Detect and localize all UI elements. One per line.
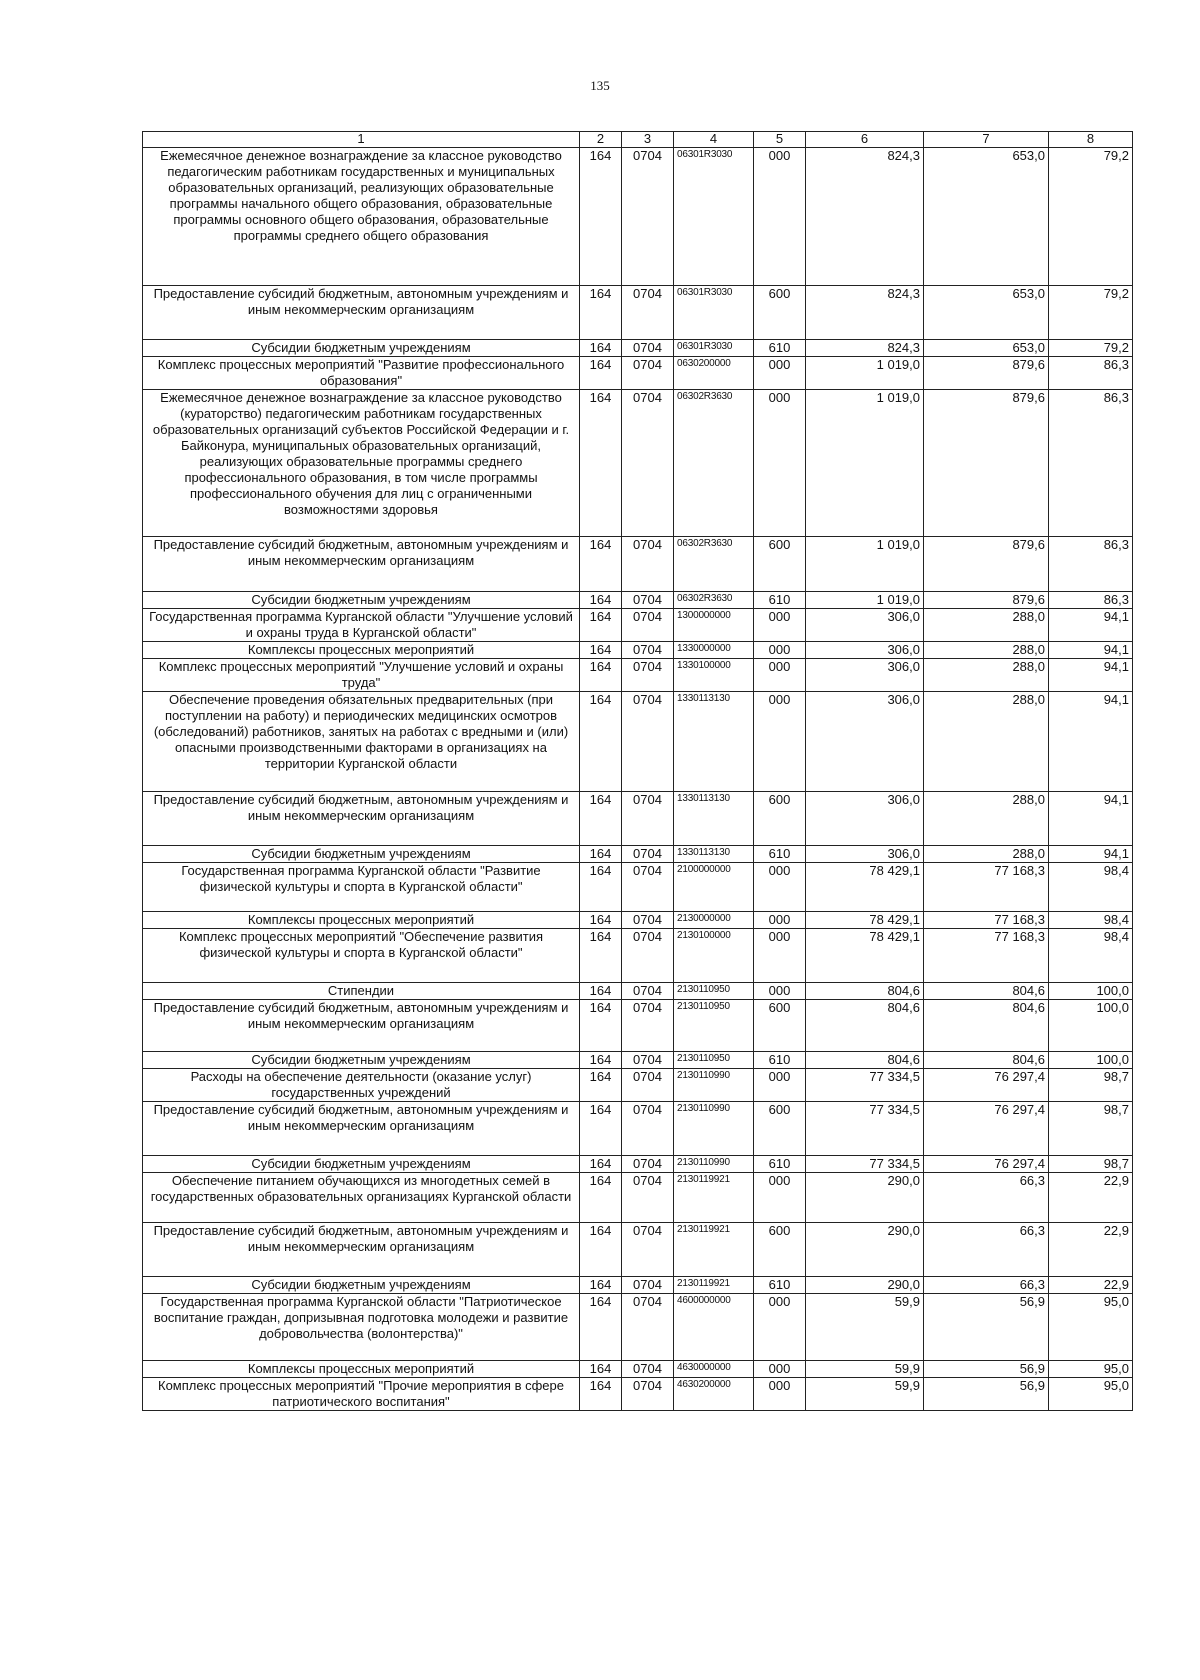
planned-amount: 306,0 [806, 792, 924, 846]
expense-type-code: 000 [754, 1173, 806, 1223]
planned-amount: 306,0 [806, 642, 924, 659]
executed-amount: 653,0 [924, 286, 1049, 340]
execution-percent: 98,4 [1049, 929, 1133, 983]
expense-type-code: 000 [754, 983, 806, 1000]
row-name: Субсидии бюджетным учреждениям [143, 592, 580, 609]
row-name: Предоставление субсидий бюджетным, автономным учреждениям и иным некоммерческим организациям [143, 792, 580, 846]
row-name: Комплекс процессных мероприятий "Обеспечение развития физической культуры и спорта в Курганской области" [143, 929, 580, 983]
target-article-code: 1330113130 [674, 692, 754, 792]
execution-percent: 94,1 [1049, 846, 1133, 863]
expense-type-code: 610 [754, 1156, 806, 1173]
chapter-code: 164 [580, 1052, 622, 1069]
target-article-code: 2130119921 [674, 1223, 754, 1277]
section-code: 0704 [622, 1102, 674, 1156]
executed-amount: 804,6 [924, 1052, 1049, 1069]
section-code: 0704 [622, 286, 674, 340]
expense-type-code: 000 [754, 609, 806, 642]
column-number-row [143, 132, 1133, 148]
section-code: 0704 [622, 863, 674, 912]
executed-amount: 76 297,4 [924, 1069, 1049, 1102]
execution-percent: 98,7 [1049, 1156, 1133, 1173]
expense-type-code: 600 [754, 537, 806, 592]
planned-amount: 290,0 [806, 1173, 924, 1223]
chapter-code: 164 [580, 592, 622, 609]
executed-amount: 879,6 [924, 537, 1049, 592]
planned-amount: 290,0 [806, 1277, 924, 1294]
chapter-code: 164 [580, 1156, 622, 1173]
row-name: Предоставление субсидий бюджетным, автономным учреждениям и иным некоммерческим организациям [143, 1223, 580, 1277]
table-row [143, 863, 1133, 912]
execution-percent: 98,7 [1049, 1102, 1133, 1156]
executed-amount: 77 168,3 [924, 912, 1049, 929]
table-row [143, 148, 1133, 286]
execution-percent: 98,7 [1049, 1069, 1133, 1102]
table-row [143, 1173, 1133, 1223]
executed-amount: 66,3 [924, 1277, 1049, 1294]
section-code: 0704 [622, 1277, 674, 1294]
planned-amount: 824,3 [806, 340, 924, 357]
execution-percent: 86,3 [1049, 592, 1133, 609]
planned-amount: 824,3 [806, 148, 924, 286]
execution-percent: 94,1 [1049, 659, 1133, 692]
row-name: Предоставление субсидий бюджетным, автономным учреждениям и иным некоммерческим организациям [143, 1102, 580, 1156]
execution-percent: 22,9 [1049, 1277, 1133, 1294]
row-name: Комплекс процессных мероприятий "Улучшение условий и охраны труда" [143, 659, 580, 692]
chapter-code: 164 [580, 1102, 622, 1156]
planned-amount: 306,0 [806, 659, 924, 692]
execution-percent: 95,0 [1049, 1294, 1133, 1361]
planned-amount: 77 334,5 [806, 1069, 924, 1102]
executed-amount: 879,6 [924, 592, 1049, 609]
section-code: 0704 [622, 1000, 674, 1052]
expense-type-code: 000 [754, 148, 806, 286]
target-article-code: 1330113130 [674, 792, 754, 846]
expense-type-code: 000 [754, 659, 806, 692]
row-name: Субсидии бюджетным учреждениям [143, 1277, 580, 1294]
executed-amount: 76 297,4 [924, 1102, 1049, 1156]
planned-amount: 1 019,0 [806, 357, 924, 390]
expense-type-code: 610 [754, 592, 806, 609]
execution-percent: 98,4 [1049, 912, 1133, 929]
planned-amount: 290,0 [806, 1223, 924, 1277]
chapter-code: 164 [580, 863, 622, 912]
row-name: Предоставление субсидий бюджетным, автономным учреждениям и иным некоммерческим организациям [143, 286, 580, 340]
row-name: Комплекс процессных мероприятий "Прочие мероприятия в сфере патриотического воспитания" [143, 1378, 580, 1411]
execution-percent: 86,3 [1049, 357, 1133, 390]
target-article-code: 0630200000 [674, 357, 754, 390]
row-name: Государственная программа Курганской области "Патриотическое воспитание граждан, допризывная подготовка молодежи и развитие добровольчества (волонтерства)" [143, 1294, 580, 1361]
table-row [143, 390, 1133, 537]
table-row [143, 1052, 1133, 1069]
executed-amount: 653,0 [924, 148, 1049, 286]
planned-amount: 306,0 [806, 692, 924, 792]
table-row [143, 1069, 1133, 1102]
executed-amount: 288,0 [924, 792, 1049, 846]
table-row [143, 1361, 1133, 1378]
row-name: Государственная программа Курганской области "Развитие физической культуры и спорта в Курганской области" [143, 863, 580, 912]
executed-amount: 804,6 [924, 1000, 1049, 1052]
expense-type-code: 000 [754, 929, 806, 983]
table-row [143, 1294, 1133, 1361]
executed-amount: 288,0 [924, 609, 1049, 642]
executed-amount: 66,3 [924, 1223, 1049, 1277]
table-row [143, 846, 1133, 863]
executed-amount: 804,6 [924, 983, 1049, 1000]
expense-type-code: 600 [754, 1102, 806, 1156]
chapter-code: 164 [580, 340, 622, 357]
planned-amount: 824,3 [806, 286, 924, 340]
chapter-code: 164 [580, 929, 622, 983]
table-row [143, 692, 1133, 792]
section-code: 0704 [622, 340, 674, 357]
planned-amount: 77 334,5 [806, 1156, 924, 1173]
execution-percent: 79,2 [1049, 148, 1133, 286]
target-article-code: 2130000000 [674, 912, 754, 929]
target-article-code: 2130100000 [674, 929, 754, 983]
target-article-code: 1330113130 [674, 846, 754, 863]
execution-percent: 94,1 [1049, 792, 1133, 846]
planned-amount: 306,0 [806, 846, 924, 863]
chapter-code: 164 [580, 1000, 622, 1052]
target-article-code: 2130110950 [674, 983, 754, 1000]
execution-percent: 86,3 [1049, 537, 1133, 592]
row-name: Комплекс процессных мероприятий "Развитие профессионального образования" [143, 357, 580, 390]
column-header: 4 [674, 132, 754, 148]
target-article-code: 1330100000 [674, 659, 754, 692]
expense-type-code: 000 [754, 1294, 806, 1361]
execution-percent: 94,1 [1049, 642, 1133, 659]
expense-type-code: 000 [754, 390, 806, 537]
expense-type-code: 000 [754, 912, 806, 929]
chapter-code: 164 [580, 792, 622, 846]
section-code: 0704 [622, 609, 674, 642]
expense-type-code: 000 [754, 863, 806, 912]
row-name: Комплексы процессных мероприятий [143, 912, 580, 929]
row-name: Субсидии бюджетным учреждениям [143, 846, 580, 863]
column-header: 7 [924, 132, 1049, 148]
section-code: 0704 [622, 537, 674, 592]
executed-amount: 66,3 [924, 1173, 1049, 1223]
section-code: 0704 [622, 642, 674, 659]
execution-percent: 95,0 [1049, 1361, 1133, 1378]
planned-amount: 804,6 [806, 1052, 924, 1069]
target-article-code: 06302R3630 [674, 592, 754, 609]
row-name: Стипендии [143, 983, 580, 1000]
chapter-code: 164 [580, 1277, 622, 1294]
execution-percent: 79,2 [1049, 340, 1133, 357]
section-code: 0704 [622, 846, 674, 863]
planned-amount: 1 019,0 [806, 390, 924, 537]
execution-percent: 22,9 [1049, 1173, 1133, 1223]
row-name: Предоставление субсидий бюджетным, автономным учреждениям и иным некоммерческим организациям [143, 1000, 580, 1052]
target-article-code: 2130110990 [674, 1156, 754, 1173]
expense-type-code: 000 [754, 642, 806, 659]
executed-amount: 288,0 [924, 692, 1049, 792]
table-row [143, 1277, 1133, 1294]
column-header: 6 [806, 132, 924, 148]
executed-amount: 56,9 [924, 1378, 1049, 1411]
chapter-code: 164 [580, 390, 622, 537]
planned-amount: 78 429,1 [806, 912, 924, 929]
target-article-code: 06302R3630 [674, 390, 754, 537]
chapter-code: 164 [580, 286, 622, 340]
planned-amount: 78 429,1 [806, 929, 924, 983]
executed-amount: 288,0 [924, 642, 1049, 659]
table-row [143, 1156, 1133, 1173]
executed-amount: 653,0 [924, 340, 1049, 357]
section-code: 0704 [622, 692, 674, 792]
expense-type-code: 600 [754, 286, 806, 340]
row-name: Субсидии бюджетным учреждениям [143, 1052, 580, 1069]
section-code: 0704 [622, 1052, 674, 1069]
column-header: 8 [1049, 132, 1133, 148]
row-name: Обеспечение проведения обязательных предварительных (при поступлении на работу) и периодических медицинских осмотров (обследований) работников, занятых на работах с вредными и (или) опасными производственными факторами в организациях на территории Курганской области [143, 692, 580, 792]
row-name: Расходы на обеспечение деятельности (оказание услуг) государственных учреждений [143, 1069, 580, 1102]
target-article-code: 06301R3030 [674, 148, 754, 286]
section-code: 0704 [622, 1294, 674, 1361]
target-article-code: 2130110950 [674, 1000, 754, 1052]
section-code: 0704 [622, 1361, 674, 1378]
section-code: 0704 [622, 1173, 674, 1223]
expense-type-code: 610 [754, 340, 806, 357]
table-row [143, 792, 1133, 846]
chapter-code: 164 [580, 1294, 622, 1361]
row-name: Государственная программа Курганской области "Улучшение условий и охраны труда в Курганской области" [143, 609, 580, 642]
target-article-code: 06301R3030 [674, 286, 754, 340]
chapter-code: 164 [580, 912, 622, 929]
execution-percent: 94,1 [1049, 609, 1133, 642]
expense-type-code: 000 [754, 357, 806, 390]
chapter-code: 164 [580, 148, 622, 286]
table-row [143, 1378, 1133, 1411]
table-row [143, 537, 1133, 592]
target-article-code: 4600000000 [674, 1294, 754, 1361]
chapter-code: 164 [580, 1223, 622, 1277]
section-code: 0704 [622, 1378, 674, 1411]
table-row [143, 929, 1133, 983]
execution-percent: 100,0 [1049, 1052, 1133, 1069]
section-code: 0704 [622, 912, 674, 929]
executed-amount: 288,0 [924, 846, 1049, 863]
target-article-code: 2130119921 [674, 1277, 754, 1294]
target-article-code: 1300000000 [674, 609, 754, 642]
column-header: 5 [754, 132, 806, 148]
execution-percent: 98,4 [1049, 863, 1133, 912]
planned-amount: 306,0 [806, 609, 924, 642]
column-header: 1 [143, 132, 580, 148]
target-article-code: 1330000000 [674, 642, 754, 659]
chapter-code: 164 [580, 357, 622, 390]
executed-amount: 56,9 [924, 1361, 1049, 1378]
chapter-code: 164 [580, 846, 622, 863]
target-article-code: 2100000000 [674, 863, 754, 912]
expense-type-code: 600 [754, 1000, 806, 1052]
expense-type-code: 600 [754, 792, 806, 846]
expense-type-code: 600 [754, 1223, 806, 1277]
target-article-code: 2130110950 [674, 1052, 754, 1069]
row-name: Субсидии бюджетным учреждениям [143, 340, 580, 357]
chapter-code: 164 [580, 659, 622, 692]
execution-percent: 100,0 [1049, 1000, 1133, 1052]
section-code: 0704 [622, 929, 674, 983]
expense-type-code: 000 [754, 1378, 806, 1411]
execution-percent: 100,0 [1049, 983, 1133, 1000]
executed-amount: 879,6 [924, 390, 1049, 537]
row-name: Ежемесячное денежное вознаграждение за классное руководство (кураторство) педагогическим работникам государственных образовательных организаций субъектов Российской Федерации и г. Байконура, муниципальных образовательных организаций, реализующих образовательные программы среднего профессионального образования, в том числе программы профессионального обучения для лиц с ограниченными возможностями здоровья [143, 390, 580, 537]
target-article-code: 4630200000 [674, 1378, 754, 1411]
execution-percent: 22,9 [1049, 1223, 1133, 1277]
executed-amount: 56,9 [924, 1294, 1049, 1361]
table-row [143, 912, 1133, 929]
row-name: Комплексы процессных мероприятий [143, 1361, 580, 1378]
section-code: 0704 [622, 659, 674, 692]
section-code: 0704 [622, 1156, 674, 1173]
planned-amount: 1 019,0 [806, 537, 924, 592]
table-row [143, 983, 1133, 1000]
expense-type-code: 000 [754, 1069, 806, 1102]
planned-amount: 1 019,0 [806, 592, 924, 609]
section-code: 0704 [622, 1069, 674, 1102]
table-row [143, 659, 1133, 692]
table-row [143, 592, 1133, 609]
row-name: Комплексы процессных мероприятий [143, 642, 580, 659]
expense-type-code: 610 [754, 846, 806, 863]
execution-percent: 95,0 [1049, 1378, 1133, 1411]
planned-amount: 59,9 [806, 1294, 924, 1361]
table-row [143, 642, 1133, 659]
section-code: 0704 [622, 1223, 674, 1277]
section-code: 0704 [622, 983, 674, 1000]
expense-type-code: 610 [754, 1052, 806, 1069]
row-name: Предоставление субсидий бюджетным, автономным учреждениям и иным некоммерческим организациям [143, 537, 580, 592]
column-header: 3 [622, 132, 674, 148]
section-code: 0704 [622, 792, 674, 846]
target-article-code: 06302R3630 [674, 537, 754, 592]
execution-percent: 79,2 [1049, 286, 1133, 340]
budget-table [142, 131, 1133, 1411]
executed-amount: 288,0 [924, 659, 1049, 692]
page-number: 135 [590, 78, 610, 93]
planned-amount: 78 429,1 [806, 863, 924, 912]
table-row [143, 1102, 1133, 1156]
target-article-code: 2130119921 [674, 1173, 754, 1223]
table-row [143, 1000, 1133, 1052]
section-code: 0704 [622, 592, 674, 609]
column-header: 2 [580, 132, 622, 148]
target-article-code: 4630000000 [674, 1361, 754, 1378]
execution-percent: 86,3 [1049, 390, 1133, 537]
chapter-code: 164 [580, 983, 622, 1000]
target-article-code: 06301R3030 [674, 340, 754, 357]
table-row [143, 286, 1133, 340]
chapter-code: 164 [580, 537, 622, 592]
executed-amount: 77 168,3 [924, 863, 1049, 912]
chapter-code: 164 [580, 1378, 622, 1411]
target-article-code: 2130110990 [674, 1102, 754, 1156]
execution-percent: 94,1 [1049, 692, 1133, 792]
executed-amount: 879,6 [924, 357, 1049, 390]
planned-amount: 59,9 [806, 1378, 924, 1411]
executed-amount: 76 297,4 [924, 1156, 1049, 1173]
planned-amount: 804,6 [806, 1000, 924, 1052]
planned-amount: 59,9 [806, 1361, 924, 1378]
section-code: 0704 [622, 148, 674, 286]
table-row [143, 1223, 1133, 1277]
chapter-code: 164 [580, 1069, 622, 1102]
section-code: 0704 [622, 357, 674, 390]
chapter-code: 164 [580, 609, 622, 642]
row-name: Ежемесячное денежное вознаграждение за классное руководство педагогическим работникам государственных и муниципальных образовательных организаций, реализующих образовательные программы начального общего образования, образовательные программы основного общего образования, образовательные программы среднего общего образования [143, 148, 580, 286]
expense-type-code: 000 [754, 692, 806, 792]
planned-amount: 77 334,5 [806, 1102, 924, 1156]
executed-amount: 77 168,3 [924, 929, 1049, 983]
target-article-code: 2130110990 [674, 1069, 754, 1102]
chapter-code: 164 [580, 642, 622, 659]
planned-amount: 804,6 [806, 983, 924, 1000]
row-name: Обеспечение питанием обучающихся из многодетных семей в государственных образовательных организациях Курганской области [143, 1173, 580, 1223]
expense-type-code: 000 [754, 1361, 806, 1378]
row-name: Субсидии бюджетным учреждениям [143, 1156, 580, 1173]
chapter-code: 164 [580, 692, 622, 792]
chapter-code: 164 [580, 1173, 622, 1223]
chapter-code: 164 [580, 1361, 622, 1378]
expense-type-code: 610 [754, 1277, 806, 1294]
section-code: 0704 [622, 390, 674, 537]
table-row [143, 357, 1133, 390]
table-row [143, 340, 1133, 357]
table-row [143, 609, 1133, 642]
